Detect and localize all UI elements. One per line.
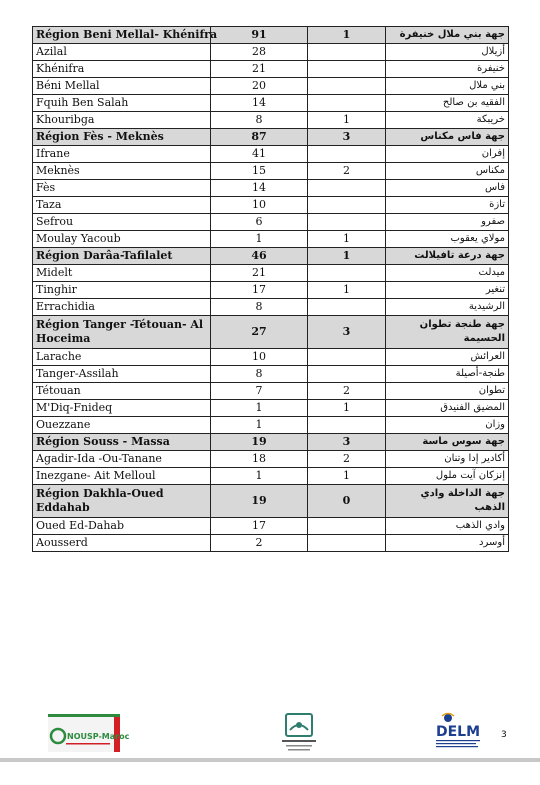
arabic-name-cell: جهة سوس ماسة [386,434,509,451]
deaths-cell [308,146,386,163]
arabic-name-cell: المضيق الفنيدق [386,400,509,417]
french-name-cell: Khouribga [33,112,211,129]
cases-cell: 91 [211,27,308,44]
french-name-cell: Ifrane [33,146,211,163]
arabic-name-cell: جهة طنجة تطوان الحسيمة [386,316,509,349]
cases-cell: 8 [211,299,308,316]
province-row [33,214,509,231]
cases-by-province-table [32,26,509,552]
arabic-name-cell: العرائش [386,349,509,366]
arabic-name-cell: إنزكان آيت ملول [386,468,509,485]
french-name-cell: Région Dakhla-Oued Eddahab [33,485,211,518]
region-row [33,485,509,518]
french-name-cell: Azilal [33,44,211,61]
cases-cell: 17 [211,282,308,299]
province-row [33,78,509,95]
cases-cell: 41 [211,146,308,163]
french-name-cell: Sefrou [33,214,211,231]
arabic-name-cell: أكادير إدا وتنان [386,451,509,468]
cases-cell: 19 [211,485,308,518]
province-row [33,417,509,434]
province-row [33,146,509,163]
province-row [33,383,509,400]
deaths-cell: 3 [308,434,386,451]
arabic-name-cell: إفران [386,146,509,163]
french-name-cell: Khénifra [33,61,211,78]
cases-cell: 8 [211,112,308,129]
province-row [33,468,509,485]
cases-cell: 14 [211,95,308,112]
arabic-name-cell: بني ملال [386,78,509,95]
deaths-cell: 3 [308,316,386,349]
region-row [33,248,509,265]
province-row [33,61,509,78]
deaths-cell: 2 [308,451,386,468]
french-name-cell: Meknès [33,163,211,180]
arabic-name-cell: أزيلال [386,44,509,61]
deaths-cell [308,518,386,535]
province-row [33,231,509,248]
french-name-cell: Agadir-Ida -Ou-Tanane [33,451,211,468]
province-row [33,282,509,299]
deaths-cell: 0 [308,485,386,518]
deaths-cell [308,214,386,231]
french-name-cell: Tanger-Assilah [33,366,211,383]
arabic-name-cell: خريبكة [386,112,509,129]
deaths-cell [308,180,386,197]
arabic-name-cell: جهة فاس مكناس [386,129,509,146]
deaths-cell [308,78,386,95]
arabic-name-cell: مولاي يعقوب [386,231,509,248]
deaths-cell [308,349,386,366]
arabic-name-cell: وادي الذهب [386,518,509,535]
cases-cell: 19 [211,434,308,451]
cases-cell: 14 [211,180,308,197]
province-row [33,197,509,214]
deaths-cell: 2 [308,383,386,400]
nousp-maroc-logo [48,714,130,752]
french-name-cell: Larache [33,349,211,366]
french-name-cell: M'Diq-Fnideq [33,400,211,417]
province-row [33,180,509,197]
french-name-cell: Tinghir [33,282,211,299]
region-row [33,129,509,146]
arabic-name-cell: صفرو [386,214,509,231]
french-name-cell: Moulay Yacoub [33,231,211,248]
deaths-cell [308,197,386,214]
deaths-cell: 1 [308,468,386,485]
cases-cell: 27 [211,316,308,349]
table-body [33,27,509,552]
cases-cell: 1 [211,468,308,485]
province-row [33,299,509,316]
page-number: 3 [501,730,507,740]
region-row [33,316,509,349]
french-name-cell: Taza [33,197,211,214]
deaths-cell [308,417,386,434]
svg-text:NOUSP-Maroc: NOUSP-Maroc [67,732,130,741]
french-name-cell: Midelt [33,265,211,282]
cases-cell: 17 [211,518,308,535]
svg-text:DELM: DELM [436,724,481,740]
arabic-name-cell: وزان [386,417,509,434]
cases-cell: 1 [211,400,308,417]
cases-cell: 2 [211,535,308,552]
arabic-name-cell: ميدلت [386,265,509,282]
french-name-cell: Errachidia [33,299,211,316]
french-name-cell: Région Darâa-Tafilalet [33,248,211,265]
deaths-cell [308,535,386,552]
french-name-cell: Fès [33,180,211,197]
arabic-name-cell: تطوان [386,383,509,400]
french-name-cell: Région Fès - Meknès [33,129,211,146]
deaths-cell: 1 [308,248,386,265]
arabic-name-cell: أوسرد [386,535,509,552]
ministry-of-health-logo [278,712,320,754]
arabic-name-cell: الرشيدية [386,299,509,316]
arabic-name-cell: تازة [386,197,509,214]
french-name-cell: Inezgane- Ait Melloul [33,468,211,485]
deaths-cell [308,61,386,78]
province-row [33,518,509,535]
cases-cell: 28 [211,44,308,61]
deaths-cell: 1 [308,400,386,417]
cases-cell: 21 [211,61,308,78]
deaths-cell [308,265,386,282]
deaths-cell [308,299,386,316]
cases-cell: 87 [211,129,308,146]
deaths-cell: 1 [308,112,386,129]
cases-cell: 10 [211,349,308,366]
province-row [33,400,509,417]
province-row [33,451,509,468]
cases-cell: 46 [211,248,308,265]
french-name-cell: Fquih Ben Salah [33,95,211,112]
french-name-cell: Région Souss - Massa [33,434,211,451]
french-name-cell: Ouezzane [33,417,211,434]
province-row [33,44,509,61]
province-row [33,163,509,180]
french-name-cell: Oued Ed-Dahab [33,518,211,535]
deaths-cell: 1 [308,282,386,299]
province-row [33,112,509,129]
cases-cell: 1 [211,231,308,248]
cases-cell: 7 [211,383,308,400]
french-name-cell: Béni Mellal [33,78,211,95]
cases-cell: 1 [211,417,308,434]
province-row [33,366,509,383]
region-row [33,434,509,451]
french-name-cell: Région Beni Mellal- Khénifra [33,27,211,44]
arabic-name-cell: فاس [386,180,509,197]
province-row [33,95,509,112]
deaths-cell [308,44,386,61]
cases-cell: 18 [211,451,308,468]
deaths-cell: 1 [308,27,386,44]
arabic-name-cell: تنغير [386,282,509,299]
deaths-cell: 1 [308,231,386,248]
deaths-cell: 2 [308,163,386,180]
footer-divider [0,758,540,762]
province-row [33,535,509,552]
arabic-name-cell: الفقيه بن صالح [386,95,509,112]
arabic-name-cell: جهة درعة تافيلالت [386,248,509,265]
delm-logo [434,712,494,752]
deaths-cell [308,366,386,383]
french-name-cell: Région Tanger -Tétouan- Al Hoceima [33,316,211,349]
arabic-name-cell: مكناس [386,163,509,180]
cases-cell: 10 [211,197,308,214]
french-name-cell: Aousserd [33,535,211,552]
cases-cell: 6 [211,214,308,231]
cases-cell: 21 [211,265,308,282]
arabic-name-cell: جهة الداخلة وادي الذهب [386,485,509,518]
cases-cell: 8 [211,366,308,383]
arabic-name-cell: خنيفرة [386,61,509,78]
cases-cell: 15 [211,163,308,180]
province-row [33,265,509,282]
french-name-cell: Tétouan [33,383,211,400]
arabic-name-cell: جهة بني ملال خنيفرة [386,27,509,44]
arabic-name-cell: طنجة-أصيلة [386,366,509,383]
deaths-cell: 3 [308,129,386,146]
province-row [33,349,509,366]
cases-cell: 20 [211,78,308,95]
region-row [33,27,509,44]
deaths-cell [308,95,386,112]
